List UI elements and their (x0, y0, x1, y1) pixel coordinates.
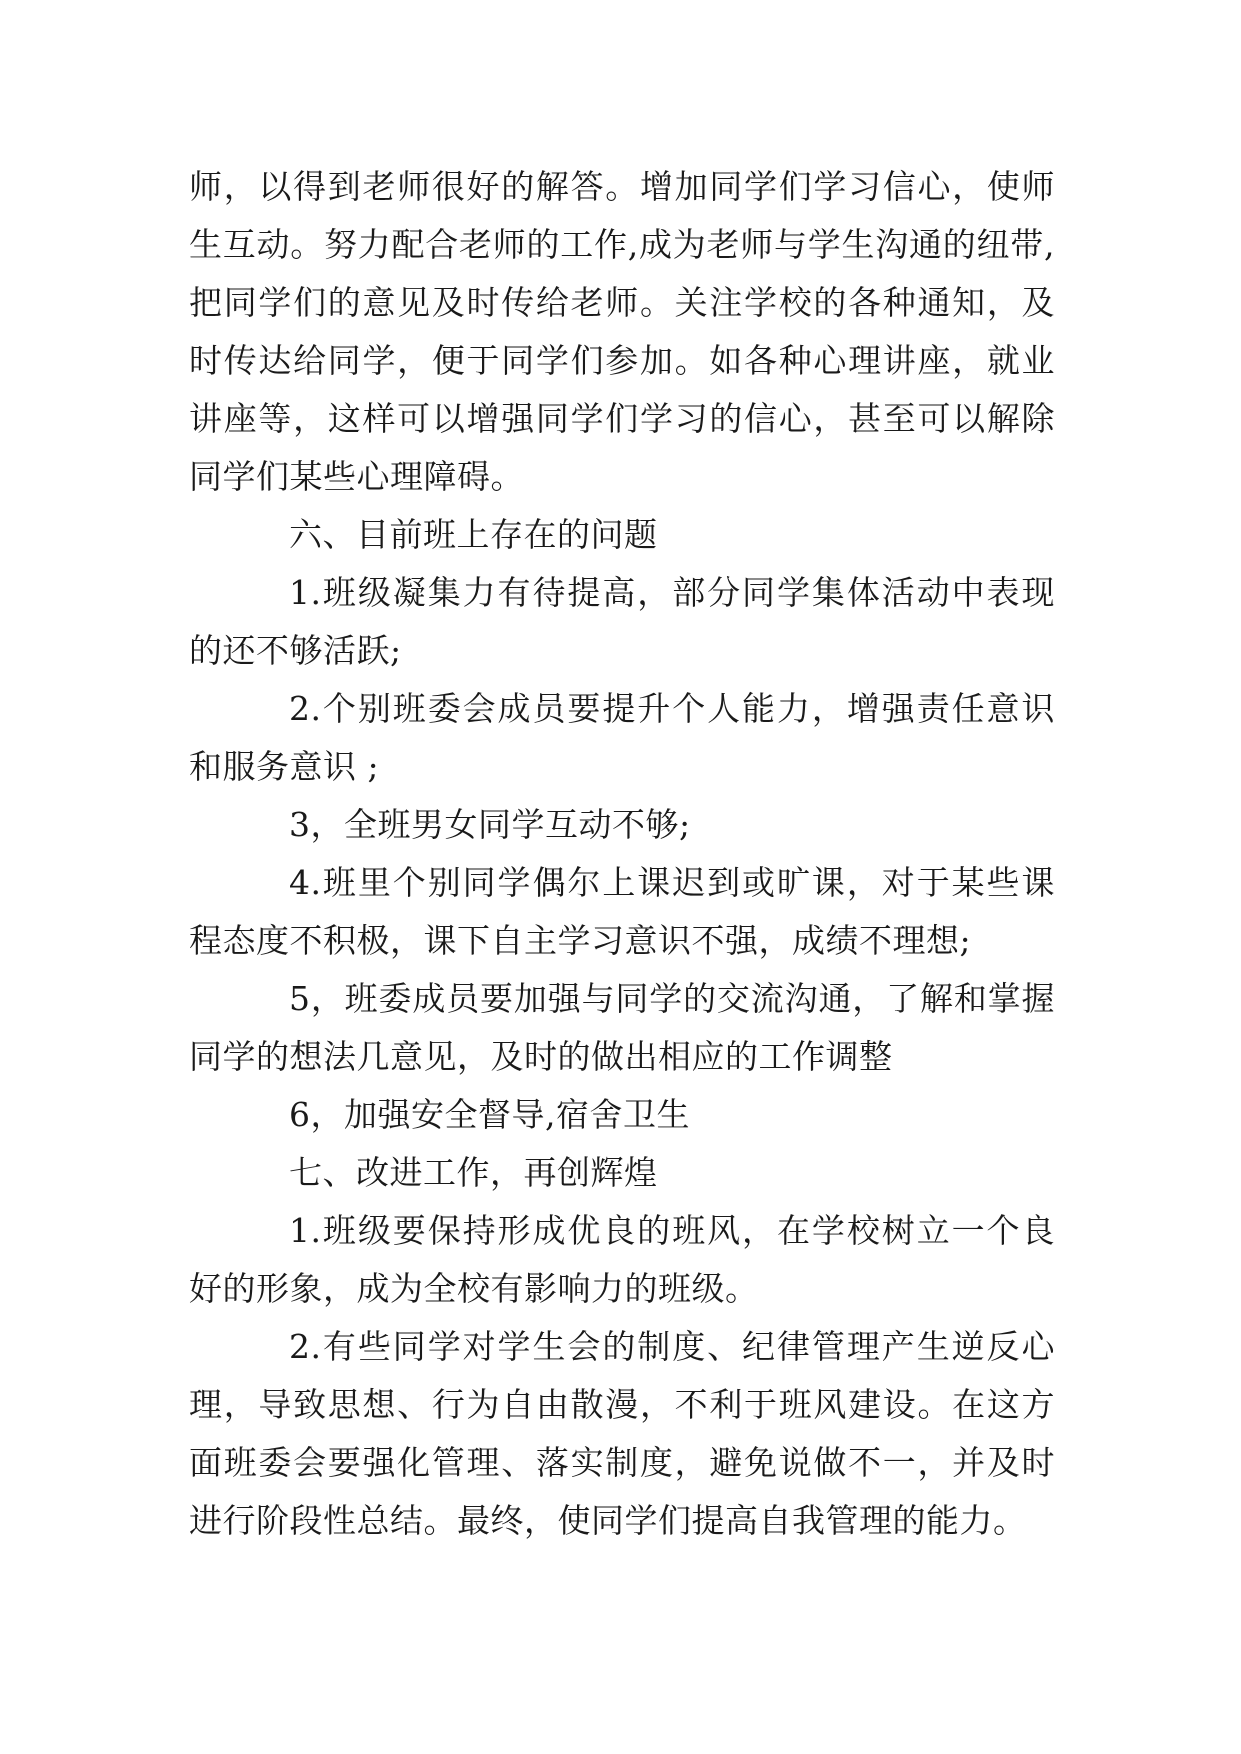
problem-item-5: 5，班委成员要加强与同学的交流沟通，了解和掌握同学的想法几意见，及时的做出相应的工作调整 (189, 979, 1055, 1076)
document-body (189, 158, 1055, 1550)
problem-item-3: 3，全班男女同学互动不够; (289, 805, 691, 844)
problem-item-6: 6，加强安全督导,宿舍卫生 (289, 1095, 690, 1134)
improvement-item-2: 2.有些同学对学生会的制度、纪律管理产生逆反心理，导致思想、行为自由散漫，不利于班风建设。在这方面班委会要强化管理、落实制度，避免说做不一，并及时进行阶段性总结。最终，使同学们提高自我管理的能力。 (189, 1327, 1055, 1540)
problem-item-4: 4.班里个别同学偶尔上课迟到或旷课，对于某些课程态度不积极，课下自主学习意识不强，成绩不理想; (189, 863, 1055, 960)
section-heading-problems: 六、目前班上存在的问题 (289, 515, 658, 554)
improvement-item-1: 1.班级要保持形成优良的班风，在学校树立一个良好的形象，成为全校有影响力的班级。 (189, 1211, 1055, 1308)
paragraph-continuation: 师，以得到老师很好的解答。增加同学们学习信心，使师生互动。努力配合老师的工作,成为老师与学生沟通的纽带,把同学们的意见及时传给老师。关注学校的各种通知，及时传达给同学，便于同学们参加。如各种心理讲座，就业讲座等，这样可以增强同学们学习的信心，甚至可以解除同学们某些心理障碍。 (189, 167, 1055, 496)
problem-item-1: 1.班级凝集力有待提高，部分同学集体活动中表现的还不够活跃; (189, 573, 1055, 670)
problem-item-2: 2.个别班委会成员要提升个人能力，增强责任意识和服务意识 ; (189, 689, 1055, 786)
section-heading-improvement: 七、改进工作，再创辉煌 (289, 1153, 658, 1192)
